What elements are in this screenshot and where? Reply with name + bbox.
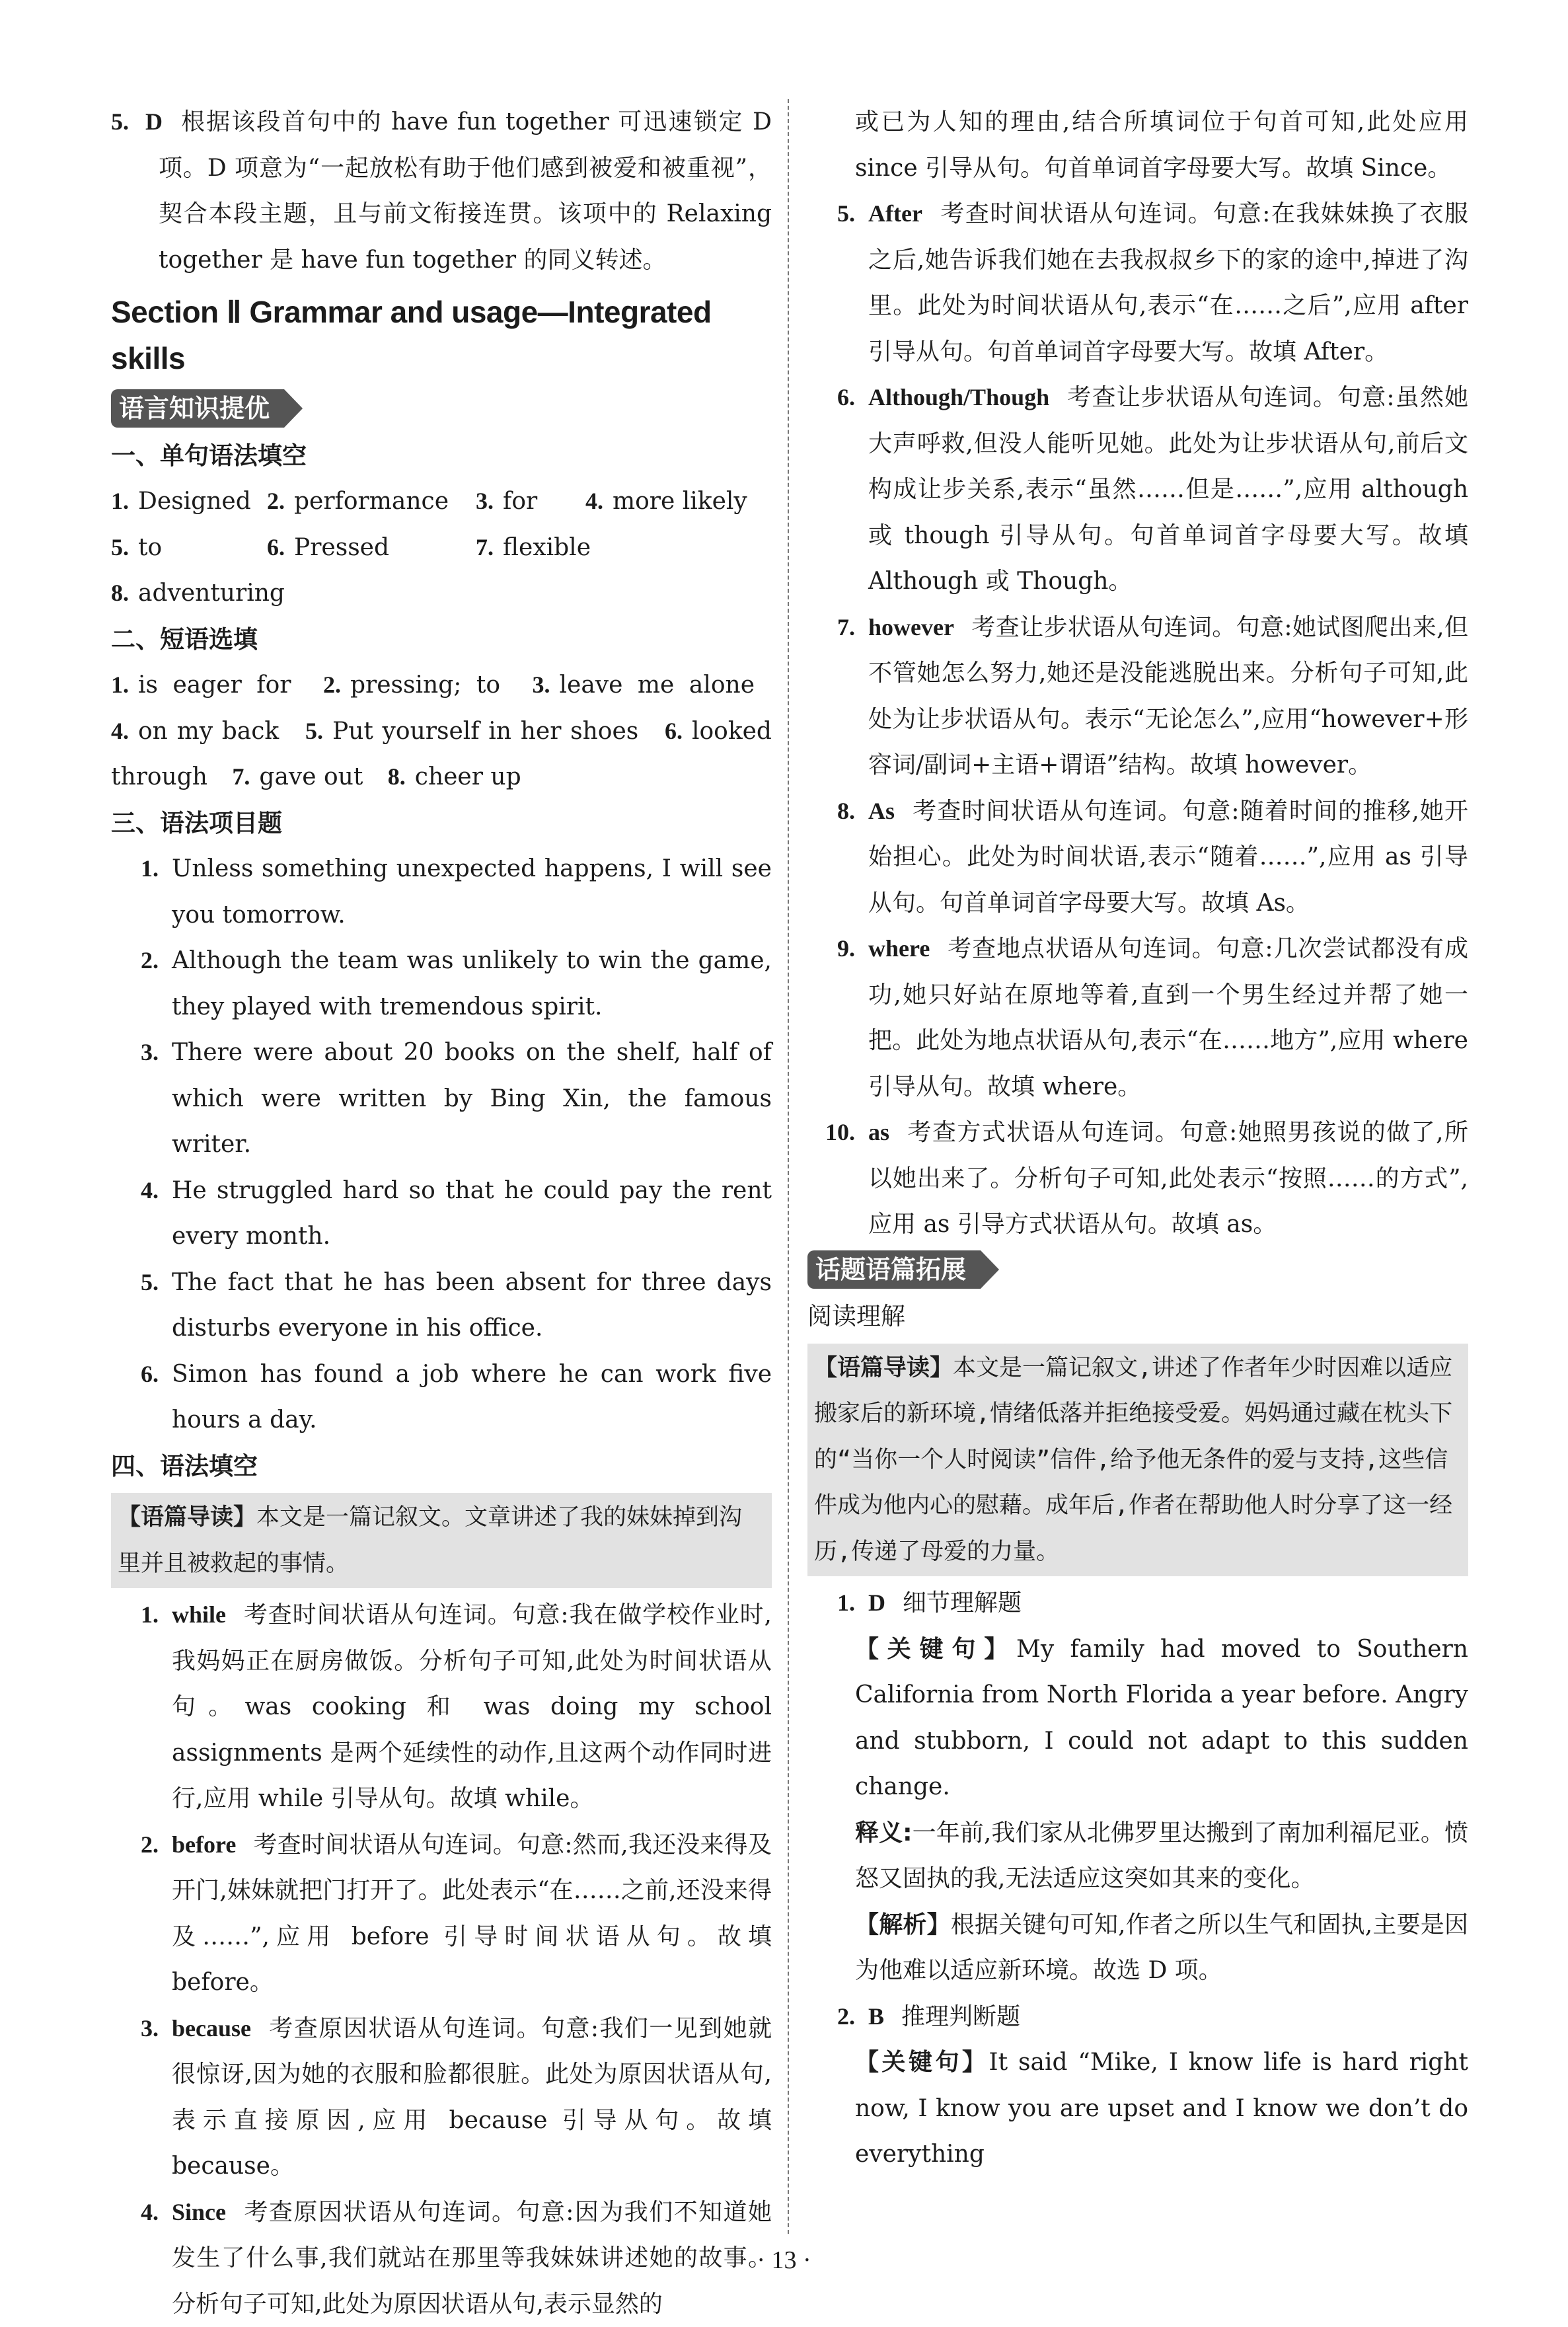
sentence-text: Simon has found a job where he can work five hours a day.: [172, 1352, 772, 1443]
item-number: 9.: [807, 926, 868, 1110]
answer-word: Although/Though: [868, 384, 1049, 410]
answer-value: performance: [294, 488, 449, 515]
answer-number: 2.: [323, 671, 341, 698]
answer-number: 6.: [665, 718, 683, 744]
answer-number: 7.: [232, 763, 250, 790]
answer-value: leave me alone: [560, 671, 755, 699]
answer-number: 7.: [476, 534, 494, 560]
answer-entry: [111, 570, 285, 617]
answer-value: Put yourself in her shoes: [332, 718, 638, 745]
answer-number: 8.: [388, 763, 406, 790]
sentence-item: [111, 1352, 772, 1443]
answer-entry: [111, 671, 291, 699]
column-divider: [788, 99, 789, 2234]
sentence-item: [111, 846, 772, 938]
answer-number: 2.: [267, 488, 285, 514]
sentence-text: He struggled hard so that he could pay the rent every month.: [172, 1168, 772, 1260]
explanation-text: 考查方式状语从句连词。句意:她照男孩说的做了,所以她出来了。分析句子可知,此处表示“按照……的方式”,应用 as 引导方式状语从句。故填 as。: [868, 1119, 1468, 1238]
explanation-body: [172, 1822, 772, 2006]
explanation-item: [111, 1822, 772, 2006]
answer-entry: [476, 525, 568, 571]
key-sentence: 【关键句】My family had moved to Southern California from North Florida a year before. Angry and stubborn, I could not adapt to this sudden change.: [807, 1626, 1468, 1810]
explanation-text: 考查原因状语从句连词。句意:我们一见到她就很惊讶,因为她的衣服和脸都很脏。此处为原因状语从句,表示直接原因,应用 because 引导从句。故填 because。: [172, 2015, 772, 2180]
answer-entry: [388, 763, 521, 790]
continued-text: 或已为人知的理由,结合所填词位于句首可知,此处应用 since 引导从句。句首单词首字母要大写。故填 Since。: [807, 99, 1468, 191]
answer-value: flexible: [503, 534, 591, 561]
answer-value: Designed: [138, 488, 251, 515]
sentence-list: [111, 846, 772, 1443]
item-number: 3.: [111, 1030, 172, 1168]
answer-number: 1.: [111, 488, 129, 514]
explanation-body: [172, 1592, 772, 1822]
explanation-item: [807, 926, 1468, 1110]
explanation-text: 考查时间状语从句连词。句意:在我妹妹换了衣服之后,她告诉我们她在去我叔叔乡下的家的途中,掉进了沟里。此处为时间状语从句,表示“在……之后”,应用 after 引导从句。句首单词首字母要大写。故填 After。: [868, 200, 1468, 365]
right-column: [807, 99, 1468, 2178]
answer-text: 5. D 根据该段首句中的 have fun together 可迅速锁定 D 项。D 项意为“一起放松有助于他们感到被爱和被重视”，契合本段主题，且与前文衔接连贯。该项中的 Relaxing together 是 have fun together 的同义转述。: [159, 99, 772, 283]
part-heading: 一、单句语法填空: [111, 433, 772, 479]
item-number: 2.: [111, 1822, 172, 2006]
item-number: 3.: [111, 2006, 172, 2190]
explanation-item: [807, 788, 1468, 927]
answer-value: cheer up: [415, 763, 521, 790]
answer-value: for: [503, 488, 537, 515]
item-number: 6.: [807, 375, 868, 605]
explanation-item: [807, 191, 1468, 375]
answer-value: to: [138, 534, 162, 561]
answer-number: 5.: [305, 718, 323, 744]
sentence-text: Unless something unexpected happens, I will see you tomorrow.: [172, 846, 772, 938]
answer-entry: [111, 525, 250, 571]
sentence-item: [111, 938, 772, 1030]
answer-number: 8.: [111, 580, 129, 606]
answer-number: 1.: [111, 671, 129, 698]
answer-word: Since: [172, 2199, 226, 2225]
explanation-body: [868, 375, 1468, 605]
answer-word: however: [868, 614, 954, 640]
answer-paragraph: [111, 662, 772, 800]
explanation-list: [111, 1592, 772, 2327]
answer-grid: [111, 478, 772, 617]
question-item: 1. D 细节理解题: [807, 1580, 1468, 1626]
answer-word: As: [868, 798, 895, 824]
item-number: 8.: [807, 788, 868, 927]
key-sentence: 【关键句】It said “Mike, I know life is hard right now, I know you are upset and I know we don’t do everything: [807, 2040, 1468, 2178]
answer-entry: [476, 478, 568, 525]
explanation-body: [868, 926, 1468, 1110]
answer-number: 4.: [585, 488, 603, 514]
part-heading: 二、短语选填: [111, 617, 772, 663]
answer-entry: [305, 718, 638, 745]
item-number: 5.: [807, 191, 868, 375]
answer-entry: [323, 671, 500, 699]
left-column: [111, 99, 772, 2327]
answer-number: 5.: [111, 534, 129, 560]
sentence-text: There were about 20 books on the shelf, half of which were written by Bing Xin, the famous writer.: [172, 1030, 772, 1168]
part-heading: 四、语法填空: [111, 1443, 772, 1490]
question-item: 2. B 推理判断题: [807, 1994, 1468, 2040]
sentence-item: [111, 1030, 772, 1168]
sentence-item: [111, 1260, 772, 1352]
item-number: 10.: [807, 1110, 868, 1248]
reading-title: 阅读理解: [807, 1293, 1468, 1340]
answer-entry: [585, 478, 747, 525]
explanation-text: 考查时间状语从句连词。句意:我在做学校作业时,我妈妈正在厨房做饭。分析句子可知,此处为时间状语从句。was cooking 和 was doing my school assignments 是两个延续性的动作,且这两个动作同时进行,应用 while 引导从句。故填 while。: [172, 1601, 772, 1812]
explanation-text: 考查让步状语从句连词。句意:虽然她大声呼救,但没人能听见她。此处为让步状语从句,前后文构成让步关系,表示“虽然……但是……”,应用 although 或 though 引导从句。句首单词首字母要大写。故填 Although 或 Though。: [868, 384, 1468, 595]
explanation-body: [868, 605, 1468, 788]
answer-number: 4.: [111, 718, 129, 744]
explanation-item: [807, 1110, 1468, 1248]
explanation-item: [807, 605, 1468, 788]
explanation-list: [807, 191, 1468, 1248]
section-tag: 语言知识提优: [111, 389, 284, 428]
section-tag: 话题语篇拓展: [807, 1250, 981, 1289]
item-number: 5.: [111, 1260, 172, 1352]
section-title: Section Ⅱ Grammar and usage—Integrated skills: [111, 289, 772, 381]
explanation-text: 考查原因状语从句连词。句意:因为我们不知道她发生了什么事,我们就站在那里等我妹妹讲述她的故事。分析句子可知,此处为原因状语从句,表示显然的: [172, 2199, 772, 2318]
explanation-text: 考查让步状语从句连词。句意:她试图爬出来,但不管她怎么努力,她还是没能逃脱出来。分析句子可知,此处为让步状语从句。表示“无论怎么”,应用“however+形容词/副词+主语+谓语”结构。故填 however。: [868, 614, 1468, 779]
explanation-item: [807, 375, 1468, 605]
explanation-item: [111, 2006, 772, 2190]
answer-number: 3.: [533, 671, 550, 698]
page-number: · 13 ·: [0, 2246, 1568, 2275]
answer-value: gave out: [259, 763, 363, 790]
answer-number: 6.: [267, 534, 285, 560]
explanation-body: [868, 191, 1468, 375]
answer-entry: [267, 478, 459, 525]
explanation-body: [172, 2006, 772, 2190]
explanation-body: [868, 1110, 1468, 1248]
answer-value: more likely: [613, 488, 747, 515]
explanation-text: 考查时间状语从句连词。句意:随着时间的推移,她开始担心。此处为时间状语,表示“随着……”,应用 as 引导从句。句首单词首字母要大写。故填 As。: [868, 798, 1468, 917]
answer-entry: [533, 671, 755, 699]
passage-guide: 【语篇导读】本文是一篇记叙文,讲述了作者年少时因难以适应搬家后的新环境,情绪低落并拒绝接受爱。妈妈通过藏在枕头下的“当你一个人时阅读”信件,给予他无条件的爱与支持,这些信件成为他内心的慰藉。成年后,作者在帮助他人时分享了这一经历,传递了母爱的力量。: [807, 1344, 1468, 1577]
answer-entry: [232, 763, 363, 790]
answer-value: pressing; to: [350, 671, 500, 699]
analysis: 【解析】根据关键句可知,作者之所以生气和固执,主要是因为他难以适应新环境。故选 D 项。: [807, 1902, 1468, 1994]
explanation-body: [868, 788, 1468, 927]
passage-guide: 【语篇导读】本文是一篇记叙文。文章讲述了我的妹妹掉到沟里并且被救起的事情。: [111, 1493, 772, 1588]
answer-value: adventuring: [138, 580, 285, 607]
sentence-text: The fact that he has been absent for three days disturbs everyone in his office.: [172, 1260, 772, 1352]
part-heading: 三、语法项目题: [111, 800, 772, 847]
answer-word: because: [172, 2015, 251, 2041]
item-number: 2.: [111, 938, 172, 1030]
answer-word: After: [868, 200, 922, 227]
explanation-item: [111, 1592, 772, 1822]
item-number: 4.: [111, 1168, 172, 1260]
sentence-item: [111, 1168, 772, 1260]
answer-entry: [267, 525, 459, 571]
item-number: 4.: [111, 2190, 172, 2327]
answer-word: where: [868, 935, 930, 962]
item-number: 1.: [111, 1592, 172, 1822]
answer-entry: [111, 478, 250, 525]
answer-value: looked through: [111, 718, 772, 791]
answer-word: while: [172, 1601, 226, 1628]
answer-entry: [111, 718, 279, 745]
translation: 释义:一年前,我们家从北佛罗里达搬到了南加利福尼亚。愤怒又固执的我,无法适应这突如其来的变化。: [807, 1810, 1468, 1902]
answer-value: is eager for: [138, 671, 291, 699]
answer-item: [111, 99, 772, 283]
answer-value: on my back: [138, 718, 279, 745]
answer-word: before: [172, 1831, 236, 1858]
answer-number: 3.: [476, 488, 494, 514]
explanation-text: 考查时间状语从句连词。句意:然而,我还没来得及开门,妹妹就把门打开了。此处表示“在……之前,还没来得及……”,应用 before 引导时间状语从句。故填 before。: [172, 1831, 772, 1997]
item-number: 1.: [111, 846, 172, 938]
item-number: 7.: [807, 605, 868, 788]
explanation-text: 考查地点状语从句连词。句意:几次尝试都没有成功,她只好站在原地等着,直到一个男生经过并帮了她一把。此处为地点状语从句,表示“在……地方”,应用 where 引导从句。故填 where。: [868, 935, 1468, 1100]
item-number: 6.: [111, 1352, 172, 1443]
sentence-text: Although the team was unlikely to win the game, they played with tremendous spirit.: [172, 938, 772, 1030]
answer-word: as: [868, 1119, 889, 1145]
answer-value: Pressed: [294, 534, 389, 561]
